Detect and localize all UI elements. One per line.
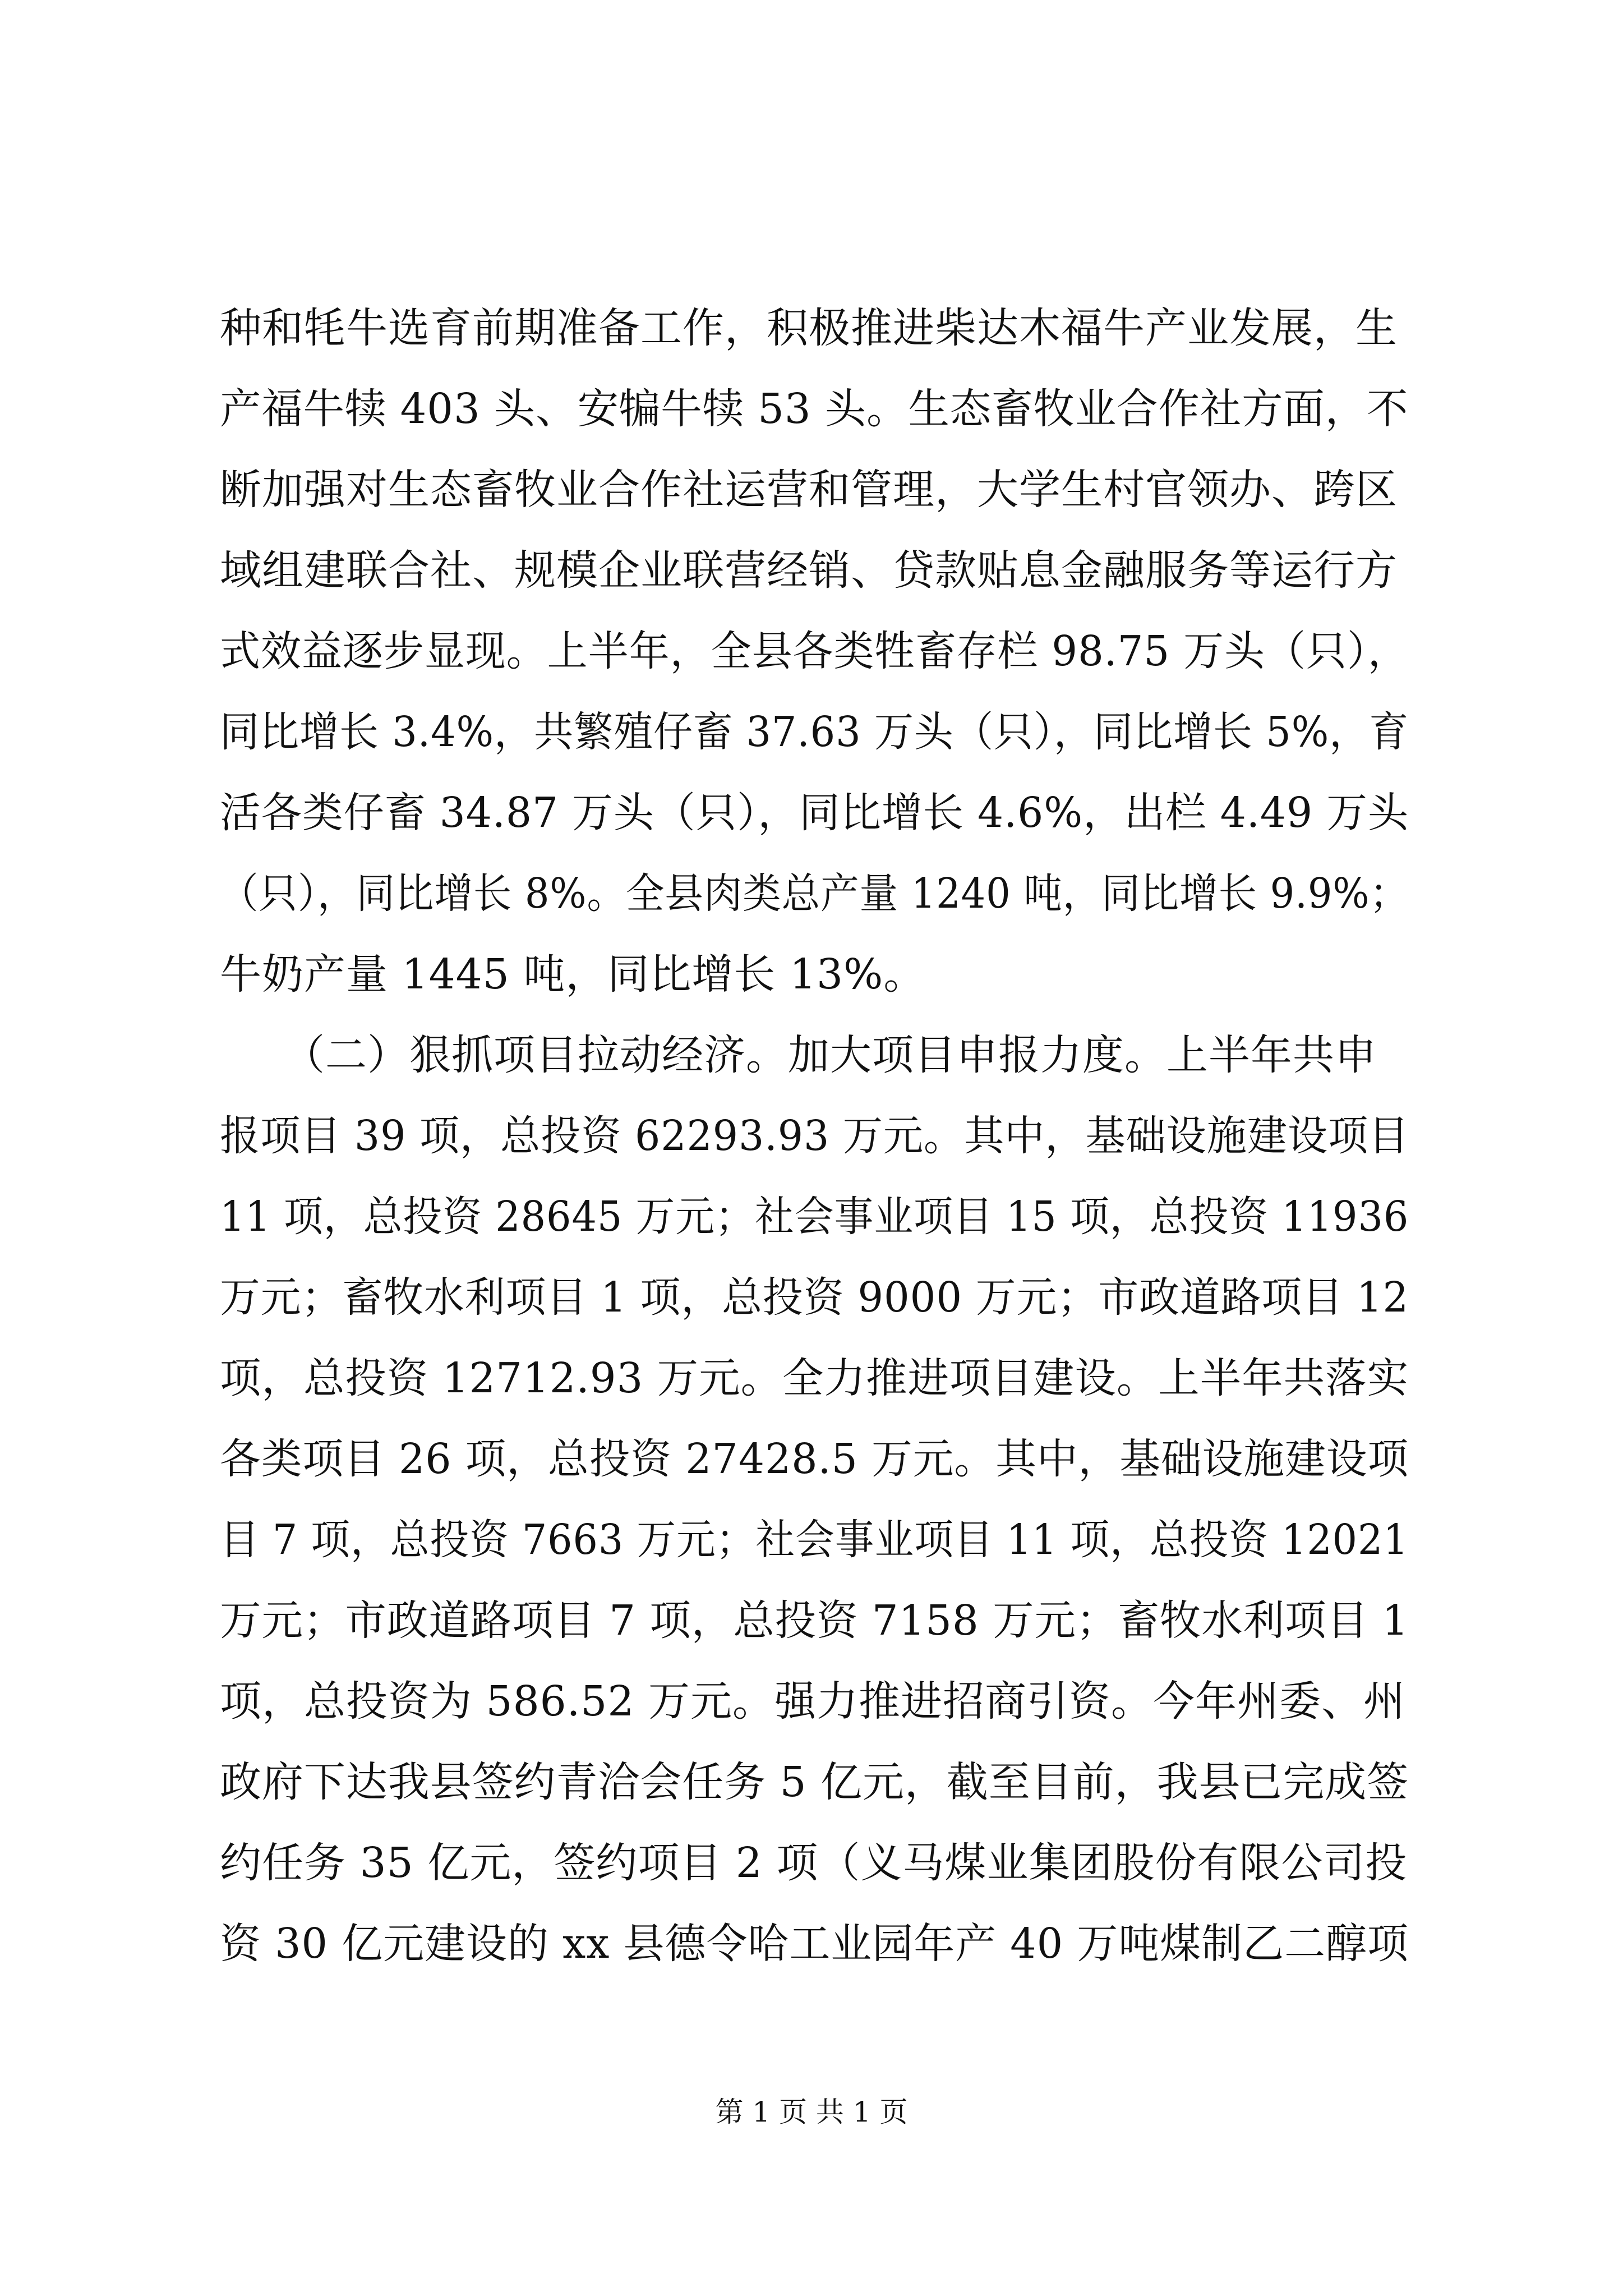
text-line: 项，总投资 12712.93 万元。全力推进项目建设。上半年共落实: [220, 1354, 1409, 1402]
page-footer: 第 1 页 共 1 页: [715, 2096, 908, 2128]
text-line: 产福牛犊 403 头、安犏牛犊 53 头。生态畜牧业合作社方面，不: [220, 385, 1409, 433]
text-line: 式效益逐步显现。上半年，全县各类牲畜存栏 98.75 万头（只），: [220, 627, 1409, 675]
text-line: 同比增长 3.4%，共繁殖仔畜 37.63 万头（只），同比增长 5%，育: [220, 708, 1409, 756]
text-line: （只），同比增长 8%。全县肉类总产量 1240 吨，同比增长 9.9%；: [220, 869, 1409, 918]
text-line: 牛奶产量 1445 吨，同比增长 13%。: [220, 950, 926, 999]
text-line: 资 30 亿元建设的 xx 县德令哈工业园年产 40 万吨煤制乙二醇项: [220, 1920, 1409, 1968]
text-line: 报项目 39 项，总投资 62293.93 万元。其中，基础设施建设项目: [220, 1112, 1409, 1160]
text-line: 11 项，总投资 28645 万元；社会事业项目 15 项，总投资 11936: [220, 1193, 1409, 1241]
text-line: 活各类仔畜 34.87 万头（只），同比增长 4.6%，出栏 4.49 万头: [220, 789, 1409, 837]
text-line: 域组建联合社、规模企业联营经销、贷款贴息金融服务等运行方: [220, 546, 1398, 595]
text-line: 各类项目 26 项，总投资 27428.5 万元。其中，基础设施建设项: [220, 1435, 1409, 1483]
text-line: 目 7 项，总投资 7663 万元；社会事业项目 11 项，总投资 12021: [220, 1516, 1409, 1564]
text-line: 政府下达我县签约青洽会任务 5 亿元，截至目前，我县已完成签: [220, 1758, 1409, 1806]
text-line: 断加强对生态畜牧业合作社运营和管理，大学生村官领办、跨区: [220, 466, 1398, 514]
text-line: 种和牦牛选育前期准备工作，积极推进柴达木福牛产业发展，生: [220, 304, 1398, 352]
text-line: 约任务 35 亿元，签约项目 2 项（义马煤业集团股份有限公司投: [220, 1839, 1408, 1887]
text-line: 万元；市政道路项目 7 项，总投资 7158 万元；畜牧水利项目 1: [220, 1596, 1409, 1645]
text-line: 万元；畜牧水利项目 1 项，总投资 9000 万元；市政道路项目 12: [220, 1273, 1409, 1322]
text-line: （二）狠抓项目拉动经济。加大项目申报力度。上半年共申: [220, 1031, 1377, 1079]
text-line: 项，总投资为 586.52 万元。强力推进招商引资。今年州委、州: [220, 1677, 1405, 1726]
